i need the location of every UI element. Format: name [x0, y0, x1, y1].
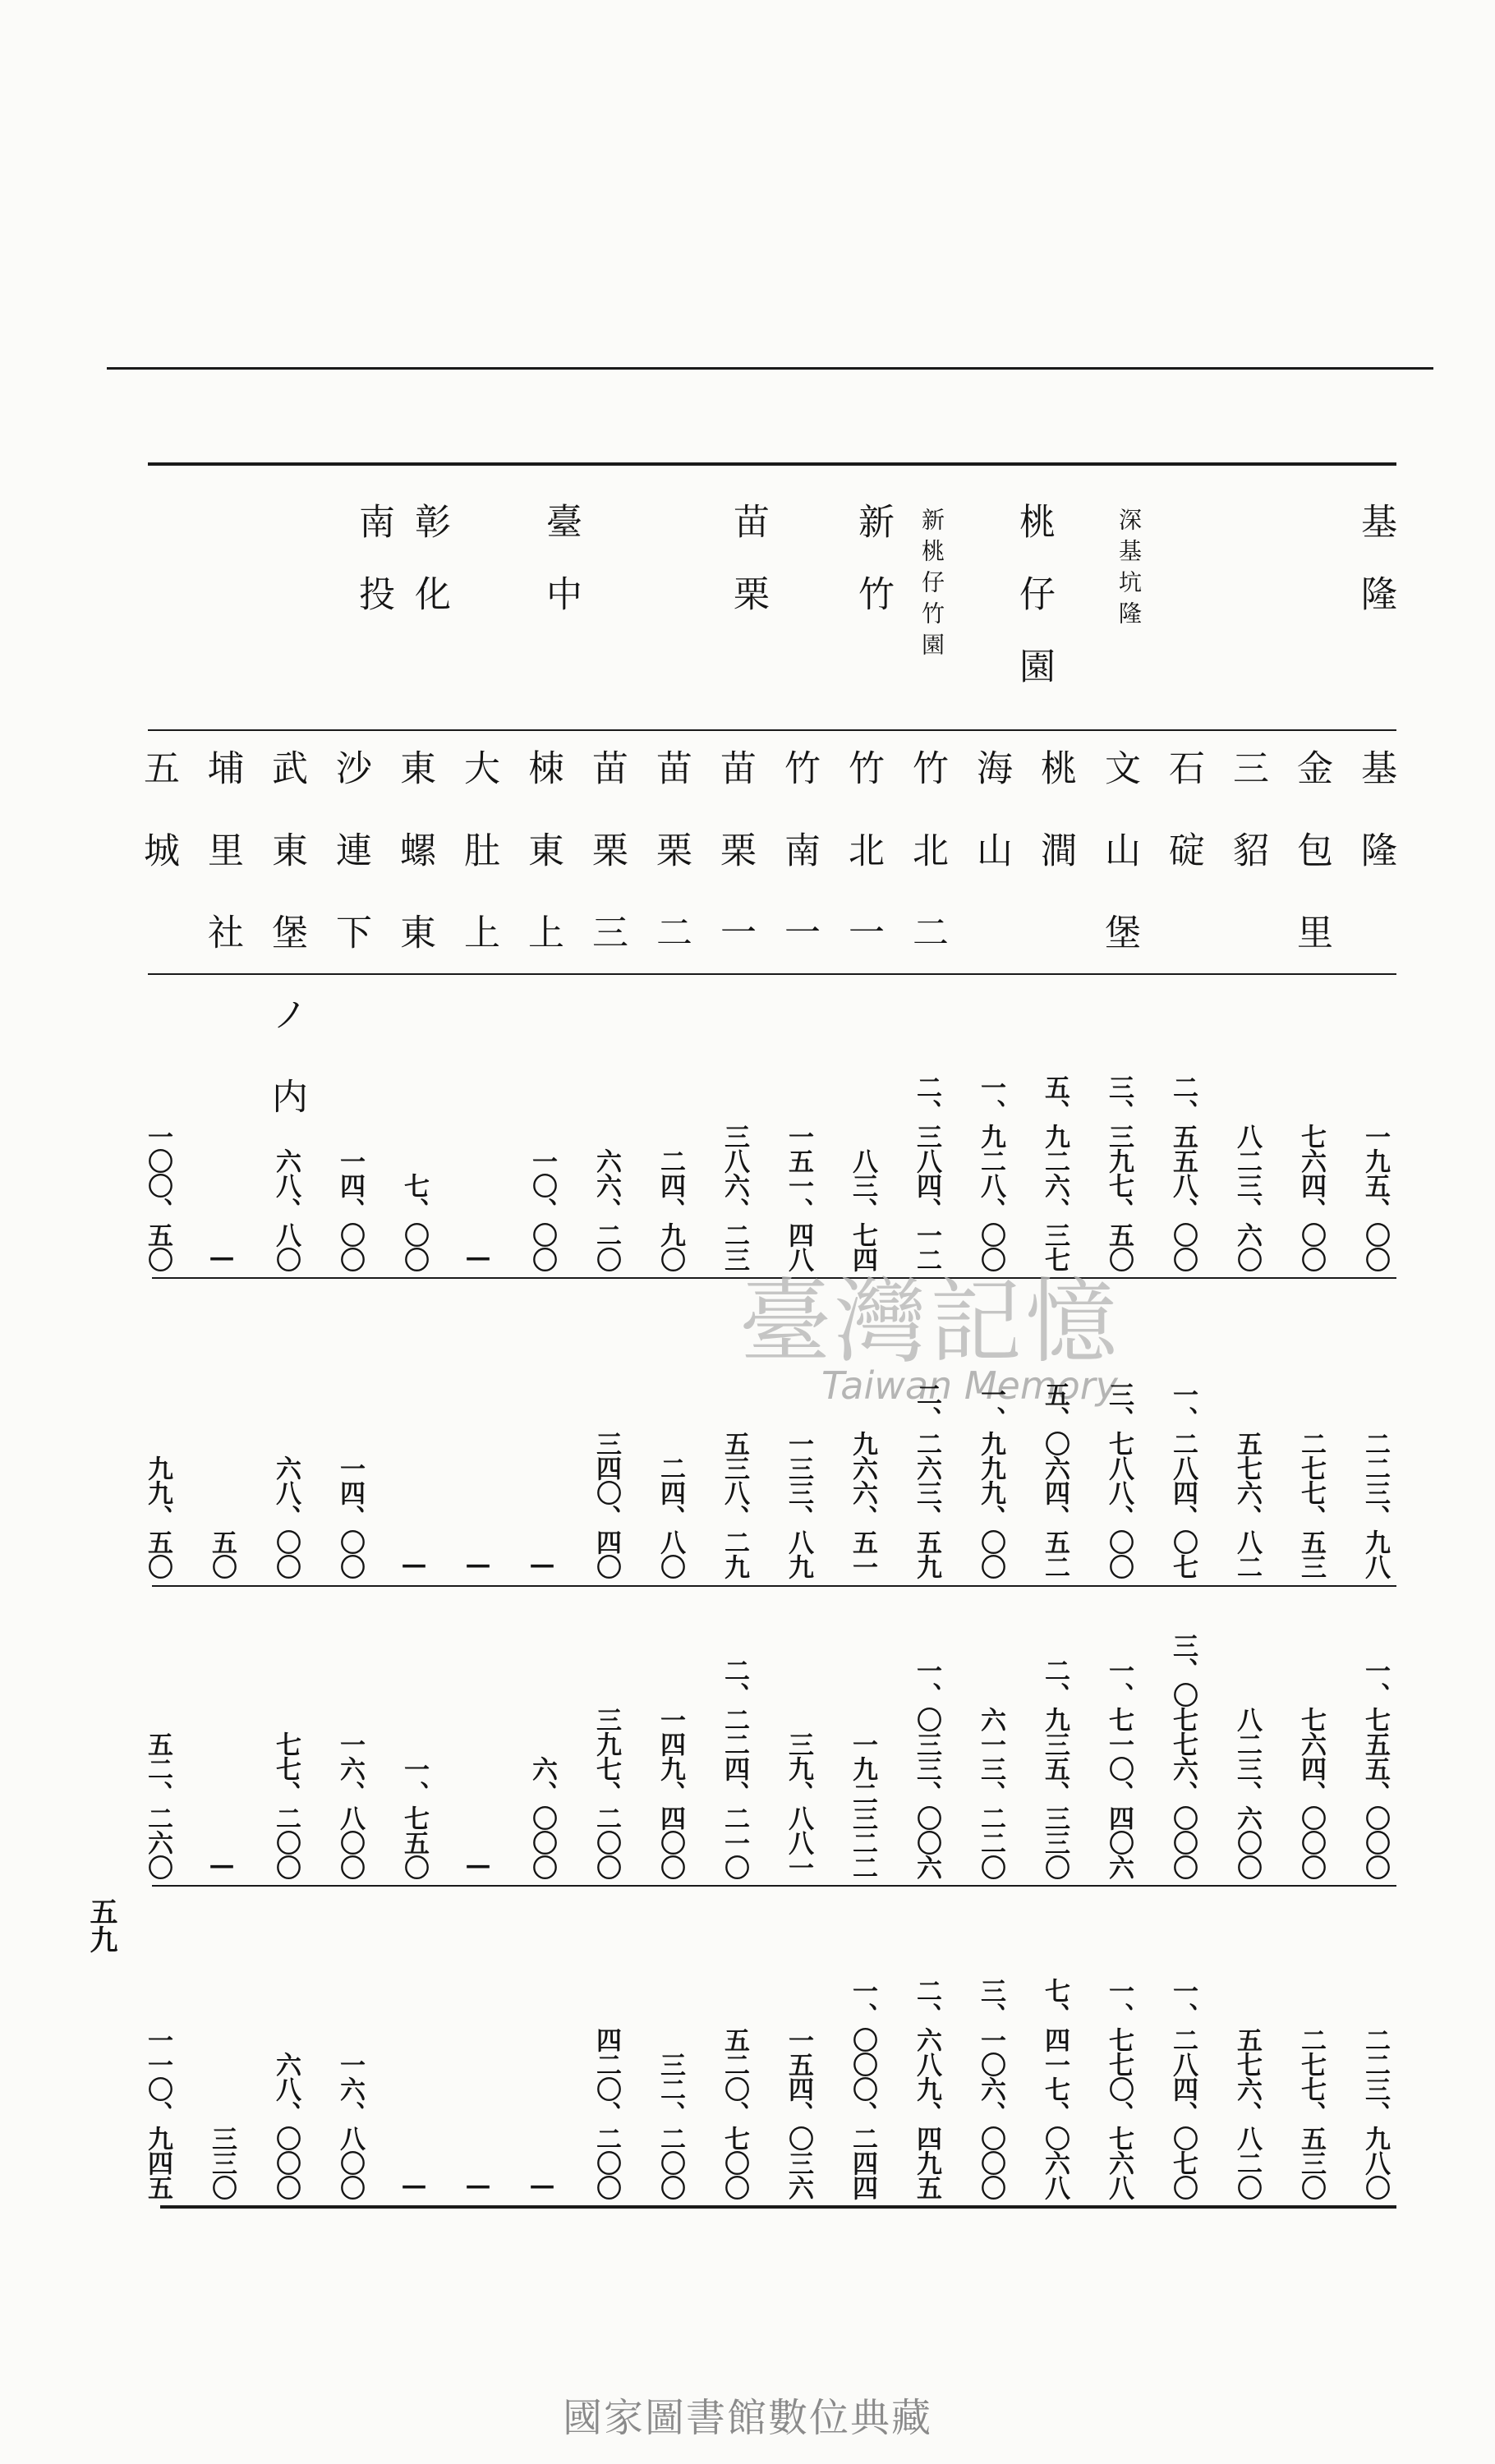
region-header-4: 新竹: [852, 503, 894, 647]
value-cell: 一、七一〇、四〇六: [1104, 1657, 1134, 1879]
region-header-2: 桃仔園: [1013, 503, 1055, 719]
value-cell: 一六、八〇〇: [335, 1731, 365, 1879]
table-top-rule: [148, 462, 1396, 466]
value-cell: —: [207, 1243, 237, 1271]
place-name: 武東堡ノ内: [265, 749, 307, 1160]
value-cell: 九六六、五一: [848, 1431, 877, 1579]
place-name: 竹南一: [778, 749, 820, 995]
table-bottom-rule: [160, 2205, 1396, 2209]
value-cell: —: [207, 1850, 237, 1879]
value-cell: 五、〇六四、五二: [1040, 1381, 1070, 1579]
value-cell: 一五四、〇三六: [784, 2027, 813, 2200]
value-cell: 二七七、五三: [1296, 1431, 1326, 1579]
value-cell: 一、二八四、〇七〇: [1168, 1978, 1198, 2200]
value-cell: 九九、五〇: [143, 1455, 172, 1579]
value-cell: 二七七、五三〇: [1296, 2027, 1326, 2200]
value-cell: 二二三、九八〇: [1360, 2027, 1390, 2200]
value-cell: 三三〇: [207, 2126, 237, 2200]
value-cell: —: [399, 1550, 429, 1579]
region-header-3: 新桃仔竹園: [918, 508, 945, 664]
value-cell: 六八、八〇: [271, 1148, 301, 1271]
value-cell: 八三、七四: [848, 1148, 877, 1271]
value-cell: 七、〇〇: [399, 1173, 429, 1271]
footer-collection-label: 國家圖書館數位典藏: [562, 2395, 932, 2441]
region-header-7: 彰化: [408, 503, 450, 647]
value-cell: 六、〇〇〇: [527, 1756, 557, 1879]
value-cell: 一三三、八九: [784, 1431, 813, 1579]
value-cell: 一、〇〇〇、二四四: [848, 1978, 877, 2200]
place-name: 金包里: [1290, 749, 1332, 995]
value-cell: 一、二八四、〇七: [1168, 1381, 1198, 1579]
value-cell: 五七六、八二〇: [1232, 2027, 1262, 2200]
value-cell: 六一三、二二〇: [976, 1707, 1005, 1879]
top-rule: [107, 367, 1433, 370]
value-cell: 三九七、二〇〇: [591, 1707, 621, 1879]
place-name: 三貂: [1226, 749, 1268, 913]
col3-divider-rule: [152, 1885, 1396, 1887]
value-cell: 三四〇、四〇: [591, 1431, 621, 1579]
value-cell: 一四九、四〇〇: [656, 1707, 685, 1879]
value-cell: 一六、八〇〇: [335, 2052, 365, 2200]
value-cell: 四二〇、二〇〇: [591, 2027, 621, 2200]
value-cell: 五三八、二九: [720, 1431, 749, 1579]
value-cell: —: [463, 1243, 493, 1271]
value-cell: 三、七八八、〇〇: [1104, 1381, 1134, 1579]
value-cell: 七七、二〇〇: [271, 1731, 301, 1879]
value-cell: 五、九二六、三七: [1040, 1074, 1070, 1271]
value-cell: 五〇: [207, 1529, 237, 1579]
value-cell: 二、二二四、二一〇: [720, 1657, 749, 1879]
value-cell: 一、九九九、〇〇: [976, 1381, 1005, 1579]
value-cell: 一五一、四八: [784, 1124, 813, 1271]
value-cell: 一一〇、九四五: [143, 2027, 172, 2200]
page-number: 五九: [85, 1897, 117, 1953]
value-cell: 二、九三五、三三〇: [1040, 1657, 1070, 1879]
value-cell: —: [399, 2171, 429, 2200]
value-cell: 一、七五五、〇〇〇: [1360, 1657, 1390, 1879]
place-name: 苗栗三: [586, 749, 628, 995]
place-name: 桃澗: [1034, 749, 1076, 913]
value-cell: 二二三、九八: [1360, 1431, 1390, 1579]
value-cell: 一〇〇、五〇: [143, 1124, 172, 1271]
value-cell: 一、九二八、〇〇: [976, 1074, 1005, 1271]
watermark-caption: Taiwan Memory: [821, 1363, 1118, 1408]
value-cell: 二、六八九、四九五: [912, 1978, 941, 2200]
value-cell: 一、〇三三、〇〇六: [912, 1657, 941, 1879]
value-cell: 八二三、六〇: [1232, 1124, 1262, 1271]
place-name: 五城: [137, 749, 179, 913]
value-cell: 三八六、二三: [720, 1124, 749, 1271]
place-name: 大肚上: [458, 749, 499, 995]
place-name: 海山: [970, 749, 1012, 913]
region-header-8: 南投: [352, 503, 394, 647]
value-cell: 一、七五〇: [399, 1756, 429, 1879]
value-cell: 六六、二〇: [591, 1148, 621, 1271]
value-cell: —: [527, 2171, 557, 2200]
value-cell: 二、五五八、〇〇: [1168, 1074, 1198, 1271]
place-name: 東螺東: [393, 749, 435, 995]
col2-divider-rule: [152, 1585, 1396, 1587]
place-name: 文山堡: [1098, 749, 1140, 995]
value-cell: 七六四、〇〇〇: [1296, 1707, 1326, 1879]
place-name: 沙連下: [329, 749, 371, 995]
region-header-1: 深基坑隆: [1116, 508, 1143, 632]
value-cell: —: [463, 1850, 493, 1879]
header-divider-rule: [148, 729, 1396, 731]
region-header-6: 臺中: [540, 503, 582, 647]
place-name: 竹北二: [906, 749, 948, 995]
value-cell: 一九五、〇〇: [1360, 1124, 1390, 1271]
value-cell: 二、二六三、五九: [912, 1381, 941, 1579]
value-cell: 六八、〇〇〇: [271, 2052, 301, 2200]
value-cell: 一、七七〇、七六八: [1104, 1978, 1134, 2200]
value-cell: 七六四、〇〇: [1296, 1124, 1326, 1271]
place-name: 苗栗二: [650, 749, 692, 995]
value-cell: 七、四一七、〇六八: [1040, 1978, 1070, 2200]
value-cell: —: [527, 1550, 557, 1579]
place-name: 石碇: [1162, 749, 1204, 913]
value-cell: 八二三、六〇〇: [1232, 1707, 1262, 1879]
value-cell: 一四、〇〇: [335, 1148, 365, 1271]
value-cell: 一九二三二二: [848, 1731, 877, 1879]
watermark-logo: 臺灣記憶: [739, 1269, 1120, 1376]
value-cell: 三、三九七、五〇: [1104, 1074, 1134, 1271]
place-name: 埔里社: [201, 749, 243, 995]
place-name: 栜東上: [522, 749, 564, 995]
value-cell: 三、一〇六、〇〇〇: [976, 1978, 1005, 2200]
value-cell: 五二〇、七〇〇: [720, 2027, 749, 2200]
value-cell: 一〇、〇〇: [527, 1148, 557, 1271]
value-cell: —: [463, 1550, 493, 1579]
value-cell: 三、〇七七六、〇〇〇: [1168, 1633, 1198, 1879]
place-name: 基隆: [1355, 749, 1396, 913]
value-cell: 五七六、八二: [1232, 1431, 1262, 1579]
value-cell: 二、三八四、一二: [912, 1074, 941, 1271]
place-name: 竹北一: [842, 749, 884, 995]
place-name: 苗栗一: [714, 749, 756, 995]
value-cell: 三二、二〇〇: [656, 2052, 685, 2200]
value-cell: 三九、八八一: [784, 1731, 813, 1879]
value-cell: 二四、九〇: [656, 1148, 685, 1271]
region-header-5: 苗栗: [727, 503, 769, 647]
value-cell: 二四、八〇: [656, 1455, 685, 1579]
value-cell: 一四、〇〇: [335, 1455, 365, 1579]
value-cell: 五二、二六〇: [143, 1731, 172, 1879]
region-header-0: 基隆: [1355, 503, 1396, 647]
value-cell: 六八、〇〇: [271, 1455, 301, 1579]
value-cell: —: [463, 2171, 493, 2200]
